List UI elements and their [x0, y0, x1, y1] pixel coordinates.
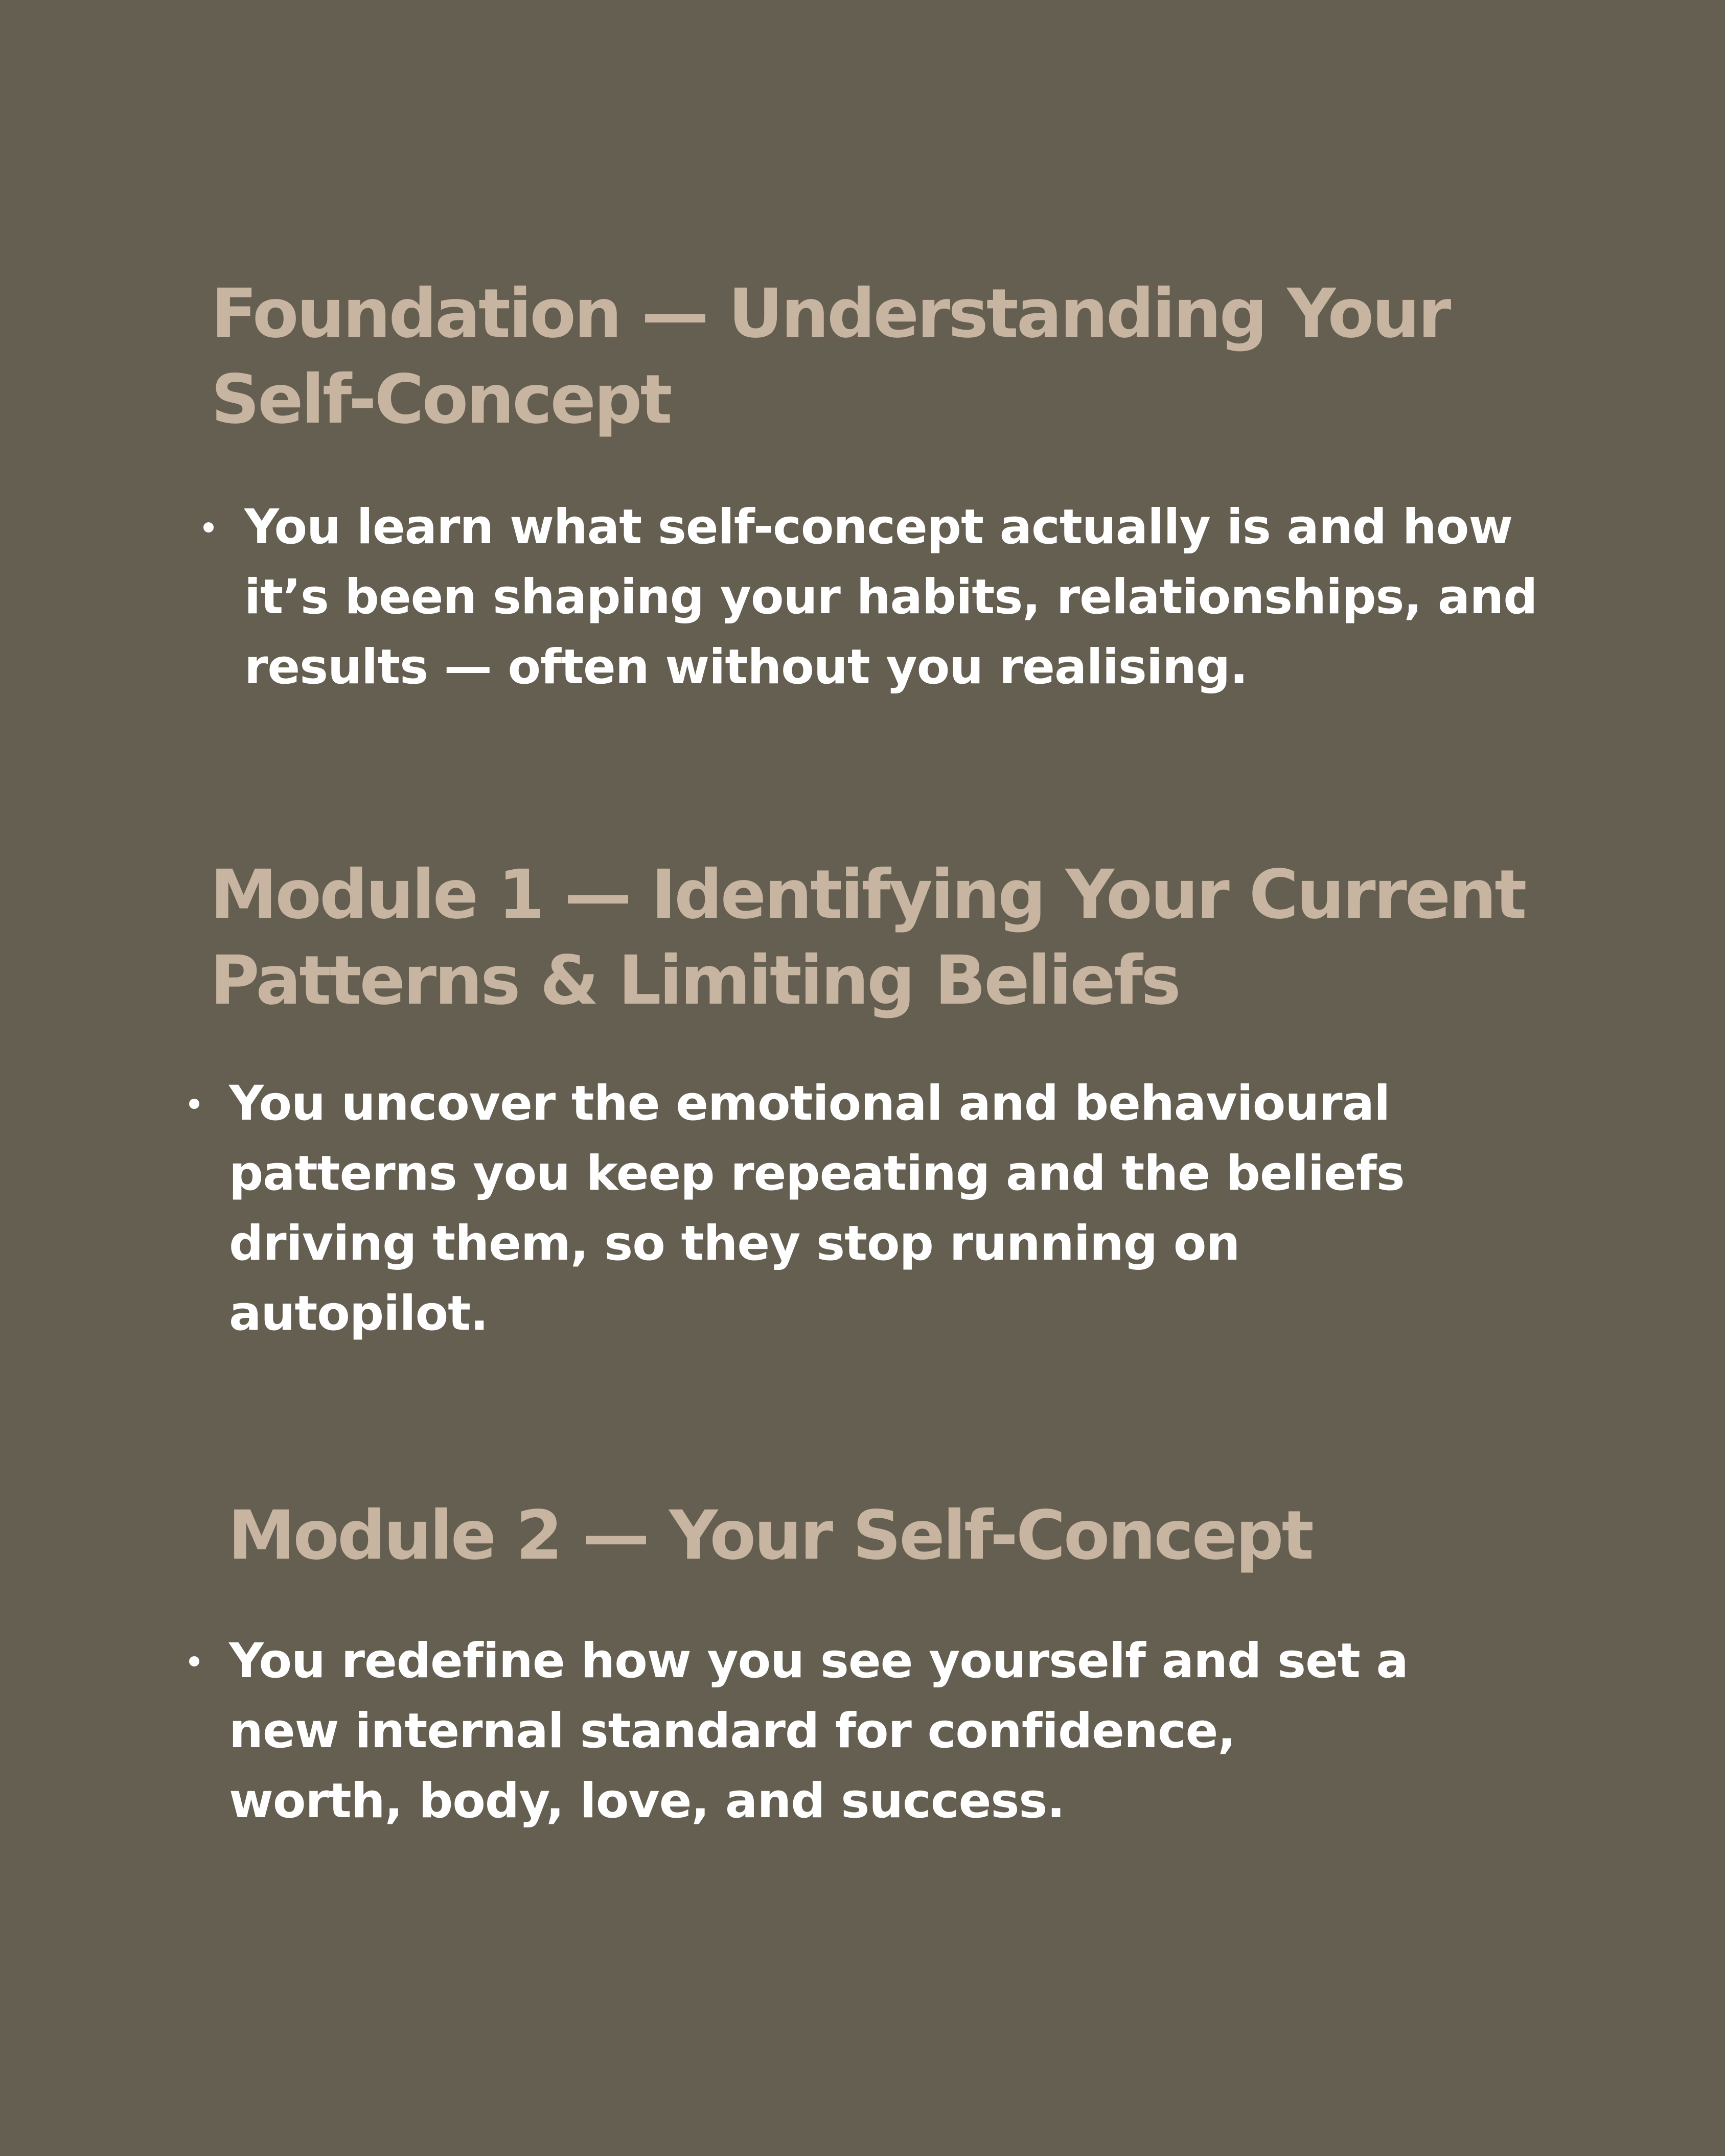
bullet-list: [189, 1626, 1408, 1836]
bullet-list: [203, 492, 1537, 702]
bullet-dot-icon: [189, 1656, 199, 1666]
heading-line: Foundation — Understanding Your: [211, 274, 1450, 353]
bullet-item: [189, 1069, 1405, 1349]
bullet-item: [203, 492, 1537, 702]
bullet-line: You learn what self-concept actually is and how: [244, 499, 1513, 555]
bullet-line: You redefine how you see yourself and set a: [229, 1633, 1408, 1689]
bullet-line: it’s been shaping your habits, relationships, and: [244, 569, 1537, 625]
bullet-line: driving them, so they stop running on: [229, 1216, 1240, 1271]
section-heading: [210, 852, 1525, 1024]
section-heading: [228, 1493, 1312, 1579]
bullet-line: autopilot.: [229, 1286, 488, 1341]
bullet-line: new internal standard for confidence,: [229, 1703, 1236, 1759]
bullet-line: patterns you keep repeating and the beliefs: [229, 1146, 1405, 1201]
bullet-line: You uncover the emotional and behavioural: [229, 1076, 1390, 1131]
bullet-dot-icon: [189, 1099, 199, 1109]
heading-line: Self-Concept: [211, 360, 671, 439]
heading-line: Patterns & Limiting Beliefs: [210, 941, 1179, 1020]
bullet-line: results — often without you realising.: [244, 639, 1248, 695]
heading-line: Module 2 — Your Self-Concept: [228, 1496, 1312, 1575]
bullet-list: [189, 1069, 1405, 1349]
bullet-line: worth, body, love, and success.: [229, 1773, 1065, 1829]
heading-line: Module 1 — Identifying Your Current: [210, 855, 1525, 934]
bullet-item: [189, 1626, 1408, 1836]
bullet-dot-icon: [203, 522, 214, 532]
section-heading: [211, 271, 1449, 443]
